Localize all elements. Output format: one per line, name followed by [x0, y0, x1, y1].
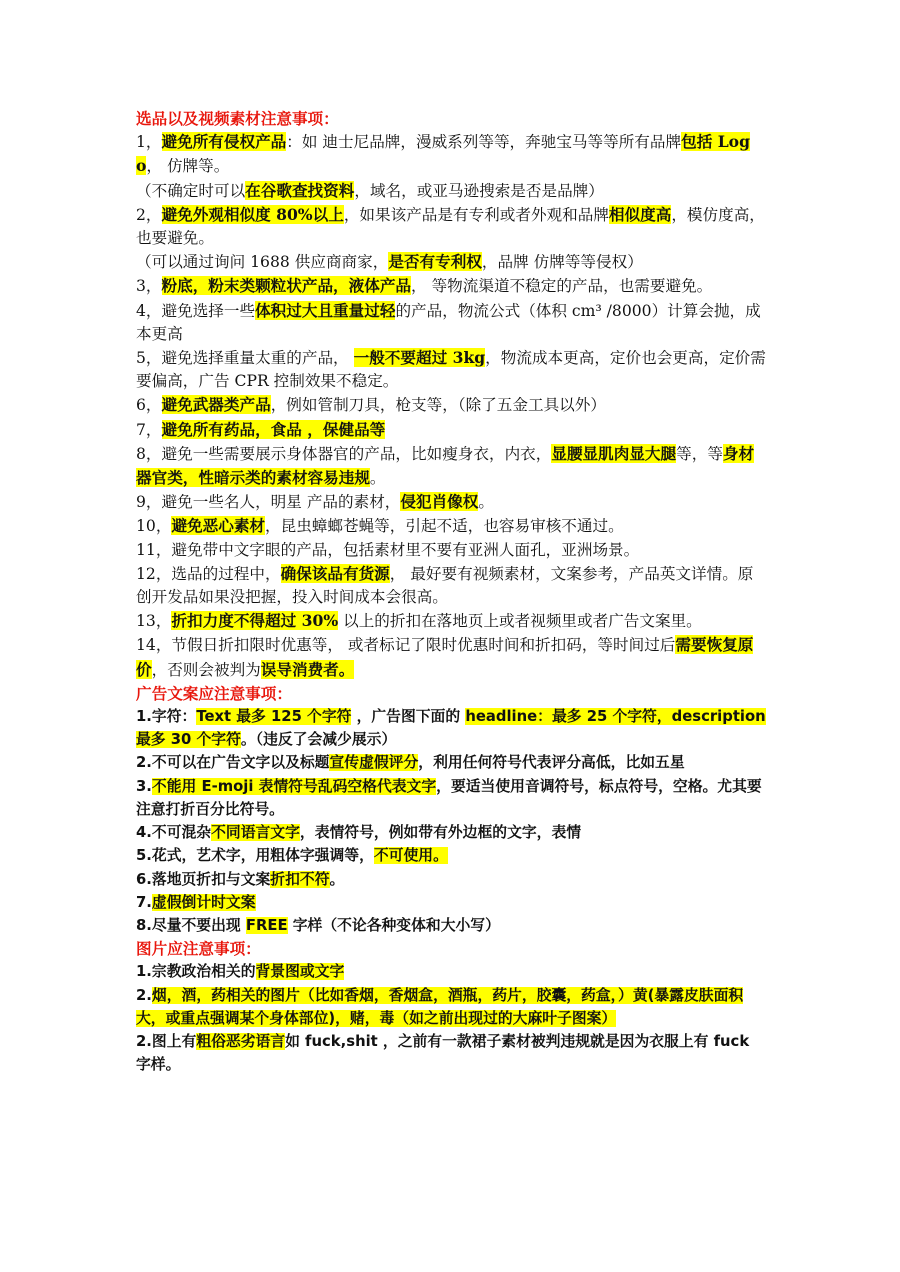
item-text: 7，: [136, 420, 162, 439]
list-item: [136, 1030, 766, 1076]
item-text: 等，等: [676, 444, 723, 463]
list-item: [136, 821, 766, 844]
highlighted-text: 一般不要超过 3kg: [353, 348, 486, 368]
list-item: [136, 914, 766, 937]
highlighted-text: 相似度高: [608, 204, 672, 224]
item-text: 。: [369, 469, 386, 488]
item-text: ，例如管制刀具，枪支等，（除了五金工具以外）: [270, 396, 606, 415]
section-1-list: [136, 130, 766, 682]
list-item: [136, 562, 766, 609]
item-text: 。: [478, 493, 494, 512]
item-text: ， 最好要有视频素材，文案参考，产品英文详情。原创开发品如果没把握，投入时间成本会很高。: [136, 564, 754, 607]
list-item: [136, 891, 766, 914]
highlighted-text: 体积过大且重量过轻: [255, 300, 396, 320]
item-text: 3，: [136, 277, 162, 296]
highlighted-text: 避免恶心素材: [171, 516, 266, 536]
list-item: [136, 130, 766, 178]
list-item: [136, 844, 766, 867]
item-text: 。: [329, 870, 345, 888]
item-text: 2.: [136, 986, 152, 1004]
item-text: 14，节假日折扣限时优惠等， 或者标记了限时优惠时间和折扣码，等时间过后: [136, 636, 676, 655]
item-text: 以上的折扣在落地页上或者视频里或者广告文案里。: [338, 612, 702, 631]
highlighted-text: 确保该品有货源: [280, 563, 390, 583]
highlighted-text: 显腰显肌肉显大腿: [551, 443, 677, 463]
highlighted-text: 是否有专利权: [388, 252, 482, 272]
highlighted-text: 身材器官类，性暗示类的素材容易违规: [136, 443, 755, 488]
highlighted-text: 背景图或文字: [255, 963, 345, 981]
section-title: 选品以及视频素材注意事项：: [136, 109, 339, 128]
item-text: 8，避免一些需要展示身体器官的产品，比如瘦身衣，内衣，: [136, 444, 552, 463]
list-item: [136, 250, 766, 274]
item-text: ，利用任何符号代表评分高低，比如五星: [418, 754, 685, 772]
item-text: ，如果该产品是有专利或者外观和品牌: [343, 205, 609, 224]
list-item: [136, 393, 766, 417]
highlighted-text: 避免武器类产品: [161, 395, 271, 415]
highlighted-text: 折扣力度不得超过 30%: [171, 611, 339, 631]
item-text: 1，: [136, 133, 162, 152]
list-item: [136, 299, 766, 346]
highlighted-text: 在谷歌查找资料: [245, 180, 355, 200]
item-text: 4.不可混杂: [136, 824, 212, 842]
item-text: 4，避免选择一些: [136, 301, 256, 320]
highlighted-text: 粗俗恶劣语言: [196, 1032, 286, 1050]
list-item: [136, 960, 766, 983]
highlighted-text: 包括 Logo: [136, 132, 750, 176]
section-2-list: [136, 705, 766, 937]
item-text: 8.尽量不要出现: [136, 916, 246, 934]
list-item: [136, 868, 766, 891]
list-item: [136, 418, 766, 442]
highlighted-text: 不可使用。: [373, 847, 448, 865]
section-3-list: [136, 960, 766, 1076]
item-text: ， 等物流渠道不稳定的产品，也需要避免。: [411, 277, 713, 296]
highlighted-text: 侵犯肖像权: [400, 492, 479, 512]
item-text: ，物流成本更高，定价也会更高，定价需要偏高，广告 CPR 控制效果不稳定。: [136, 349, 766, 391]
highlighted-text: 不能用 E-moji 表情符号乱码空格代表文字: [151, 777, 437, 795]
item-text: 9，避免一些名人，明星 产品的素材，: [136, 493, 401, 512]
list-item: [136, 539, 766, 562]
item-text: 的产品，物流公式（体积 cm³ /8000）计算会抛，成本更高: [136, 301, 761, 343]
highlighted-text: 不同语言文字: [211, 824, 300, 842]
item-text: ， 仿牌等。: [146, 157, 230, 176]
list-item: [136, 442, 766, 490]
item-text: 。（违反了会减少展示）: [240, 731, 397, 749]
item-text: 2.不可以在广告文字以及标题: [136, 754, 330, 772]
item-text: 6，: [136, 396, 162, 415]
item-text: ，昆虫蟑螂苍蝇等，引起不适，也容易审核不通过。: [265, 517, 624, 536]
highlighted-text: FREE: [245, 916, 288, 934]
list-item: [136, 274, 766, 298]
section-title: 广告文案应注意事项：: [136, 683, 292, 703]
highlighted-text: 粉底，粉末类颗粒状产品，液体产品: [161, 276, 412, 296]
item-text: 字样（不论各种变体和大小写）: [287, 916, 500, 934]
highlighted-text: 需要恢复原价: [136, 635, 754, 679]
list-item: [136, 514, 766, 538]
item-text: 1.宗教政治相关的: [136, 963, 256, 981]
list-item: [136, 179, 766, 203]
list-item: [136, 984, 766, 1030]
item-text: （不确定时可以: [136, 181, 246, 200]
item-text: 11，避免带中文字眼的产品，包括素材里不要有亚洲人面孔，亚洲场景。: [136, 540, 640, 559]
item-text: 3.: [136, 777, 152, 795]
highlighted-text: Text 最多 125 个字符: [196, 708, 352, 726]
list-item: [136, 203, 766, 250]
item-text: 5.花式，艺术字，用粗体字强调等，: [136, 847, 374, 865]
highlighted-text: 折扣不符: [270, 870, 330, 888]
list-item: [136, 751, 766, 774]
item-text: ，品牌 仿牌等等侵权）: [481, 253, 643, 272]
item-text: ：如 迪士尼品牌，漫威系列等等，奔驰宝马等等所有品牌: [286, 133, 682, 152]
highlighted-text: headline：最多 25 个字符，description 最多 30 个字符: [136, 708, 766, 749]
item-text: 如 fuck,shit ，之前有一款裙子素材被判违规就是因为衣服上有 fuck 字样。: [136, 1032, 750, 1074]
highlighted-text: 避免外观相似度 80%以上: [161, 204, 344, 224]
highlighted-text: 虚假倒计时文案: [151, 893, 256, 911]
highlighted-text: 烟，酒，药相关的图片（比如香烟，香烟盒，酒瓶，药片，胶囊，药盒，）黄(暴露皮肤面积大，或重点强调某个身体部位)，赌，毒（如之前出现过的大麻叶子图案）: [136, 986, 744, 1027]
list-item: [136, 609, 766, 633]
item-text: ，表情符号，例如带有外边框的文字，表情: [299, 824, 582, 842]
item-text: 1.字符：: [136, 708, 197, 726]
item-text: 2，: [136, 205, 162, 224]
item-text: 12，选品的过程中，: [136, 564, 281, 583]
item-text: （可以通过询问 1688 供应商商家，: [136, 253, 389, 272]
item-text: 10，: [136, 517, 172, 536]
list-item: [136, 633, 766, 681]
list-item: [136, 705, 766, 751]
highlighted-text: 宣传虚假评分: [329, 754, 419, 772]
list-item: [136, 490, 766, 514]
item-text: ，域名，或亚马逊搜索是否是品牌）: [354, 181, 604, 200]
document-page: [136, 107, 766, 1076]
item-text: ，否则会被判为: [151, 660, 261, 679]
item-text: ，要适当使用音调符号，标点符号，空格。尤其要注意打折百分比符号。: [136, 777, 762, 818]
item-text: ，模仿度高，也要避免。: [136, 205, 765, 248]
item-text: ，广告图下面的: [351, 708, 466, 726]
highlighted-text: 误导消费者。: [260, 659, 355, 679]
item-text: 6.落地页折扣与文案: [136, 870, 271, 888]
list-item: [136, 775, 766, 821]
section-title: 图片应注意事项：: [136, 939, 261, 959]
item-text: 2.图上有: [136, 1032, 197, 1050]
list-item: [136, 346, 766, 393]
highlighted-text: 避免所有侵权产品: [161, 132, 287, 152]
highlighted-text: 避免所有药品，食品 ，保健品等: [161, 419, 386, 439]
item-text: 7.: [136, 893, 152, 911]
item-text: 5，避免选择重量太重的产品，: [136, 349, 354, 368]
item-text: 13，: [136, 612, 172, 631]
